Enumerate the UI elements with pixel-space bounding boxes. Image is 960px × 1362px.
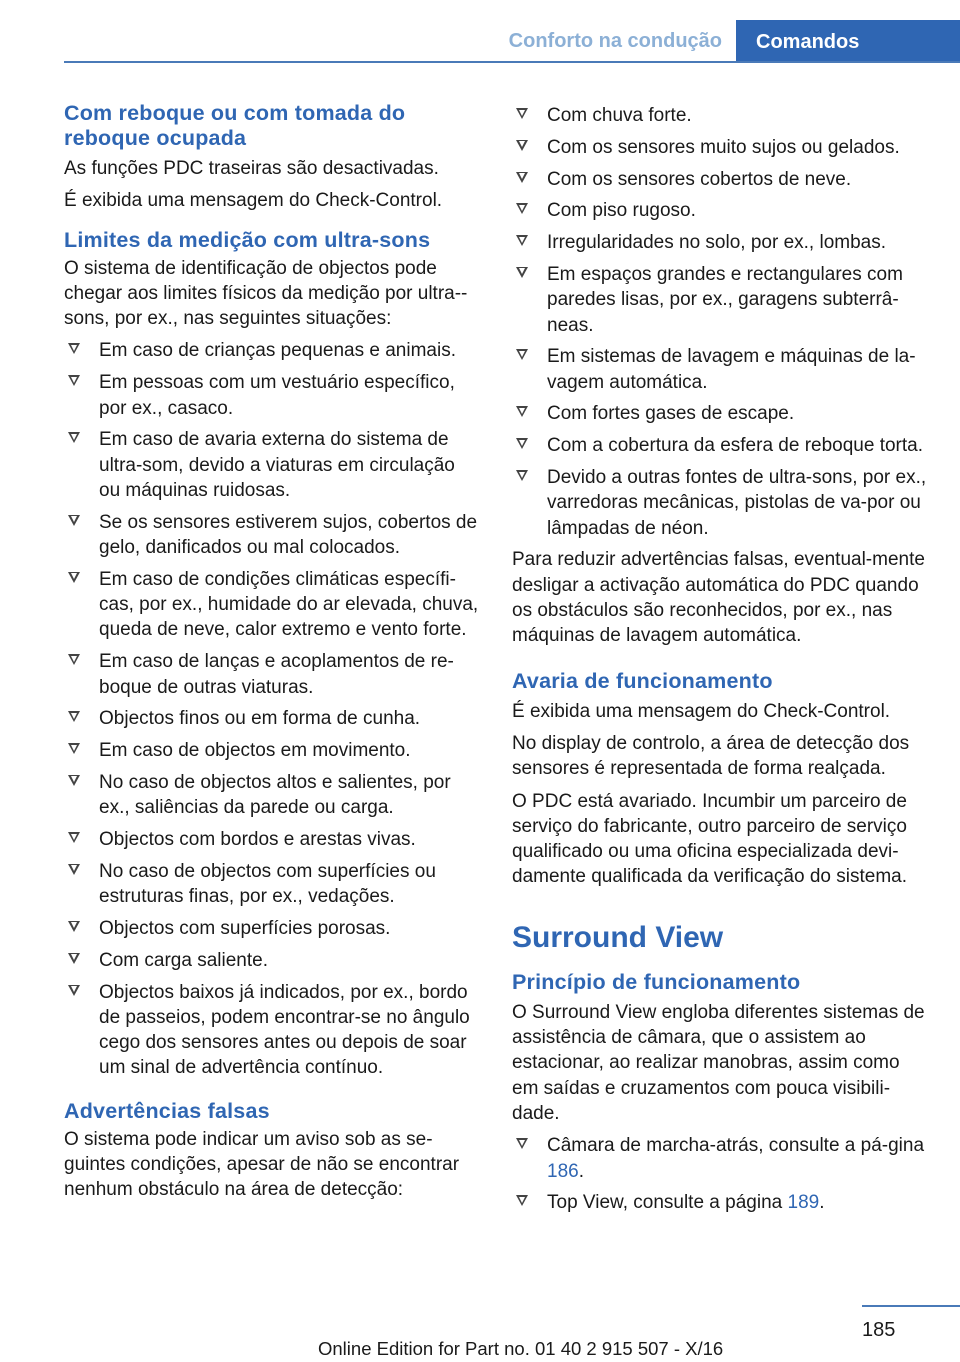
bullet-triangle-icon — [516, 1195, 528, 1206]
list-item: Objectos com superfícies porosas. — [64, 916, 480, 941]
list-item: Com piso rugoso. — [512, 198, 928, 223]
list-item: Com carga saliente. — [64, 948, 480, 973]
bullet-triangle-icon — [516, 267, 528, 278]
left-column — [64, 101, 480, 1210]
bullet-triangle-icon — [68, 515, 80, 526]
bullet-triangle-icon — [68, 985, 80, 996]
bullet-triangle-icon — [68, 921, 80, 932]
heading-reboque: Com reboque ou com tomada do reboque ocupada — [64, 101, 406, 150]
bullet-triangle-icon — [516, 235, 528, 246]
list-item: Com a cobertura da esfera de reboque torta. — [512, 433, 928, 458]
list-item: Objectos com bordos e arestas vivas. — [64, 827, 480, 852]
bullet-triangle-icon — [516, 203, 528, 214]
list-item: Em espaços grandes e rectangulares com paredes lisas, por ex., garagens subterrâ-neas. — [512, 262, 928, 338]
heading-principio: Princípio de funcionamento — [512, 969, 801, 994]
advertencias-list — [512, 103, 928, 541]
heading-advertencias-falsas: Advertências falsas — [64, 1098, 270, 1123]
bullet-triangle-icon — [68, 832, 80, 843]
bullet-triangle-icon — [68, 375, 80, 386]
bullet-triangle-icon — [516, 470, 528, 481]
paragraph: O sistema pode indicar um aviso sob as se-guintes condições, apesar de não se encontrar nenhum obstáculo na área de detecção: — [64, 1128, 460, 1201]
list-item: Em caso de crianças pequenas e animais. — [64, 338, 480, 363]
list-item: Objectos finos ou em forma de cunha. — [64, 706, 480, 731]
footer-rule — [862, 1305, 960, 1307]
heading-limites: Limites da medição com ultra-sons — [64, 227, 431, 252]
header-chapter-tab: Comandos — [736, 20, 960, 62]
page-number: 185 — [862, 1319, 896, 1341]
bullet-triangle-icon — [516, 108, 528, 119]
bullet-triangle-icon — [516, 406, 528, 417]
footer-edition: Online Edition for Part no. 01 40 2 915 507 - X/16 — [318, 1338, 724, 1359]
paragraph: É exibida uma mensagem do Check-Control. — [64, 190, 443, 212]
bullet-triangle-icon — [68, 432, 80, 443]
paragraph: O PDC está avariado. Incumbir um parceiro de serviço do fabricante, outro parceiro de serviço qualificado ou uma oficina especializada devi-damente qualificada da verificação do sistema. — [512, 790, 908, 888]
list-item: Com os sensores cobertos de neve. — [512, 167, 928, 192]
bullet-triangle-icon — [516, 438, 528, 449]
list-item: Objectos baixos já indicados, por ex., bordo de passeios, podem encontrar-se no ângulo cego dos sensores antes ou depois de soar um sinal de advertência contínuo. — [64, 980, 480, 1081]
bullet-triangle-icon — [68, 572, 80, 583]
paragraph: É exibida uma mensagem do Check-Control. — [512, 700, 891, 722]
list-item: No caso de objectos com superfícies ou estruturas finas, por ex., vedações. — [64, 859, 480, 910]
bullet-triangle-icon — [68, 711, 80, 722]
paragraph: O sistema de identificação de objectos pode chegar aos limites físicos da medição por ultra--sons, por ex., nas seguintes situações: — [64, 257, 468, 330]
list-item: Em caso de condições climáticas específi-cas, por ex., humidade do ar elevada, chuva, queda de neve, calor extremo e vento forte. — [64, 567, 480, 643]
list-item: Devido a outras fontes de ultra-sons, por ex., varredoras mecânicas, pistolas de va-por ou lâmpadas de néon. — [512, 465, 928, 541]
list-item: Em caso de avaria externa do sistema de ultra-som, devido a viaturas em circulação ou máquinas ruidosas. — [64, 427, 480, 503]
paragraph: No display de controlo, a área de detecção dos sensores é representada de forma realçada. — [512, 732, 910, 780]
heading-avaria: Avaria de funcionamento — [512, 668, 773, 693]
page-link-186[interactable]: 186 — [547, 1160, 579, 1182]
camera-links-list — [512, 1133, 928, 1215]
list-item: No caso de objectos altos e salientes, por ex., saliências da parede ou carga. — [64, 770, 480, 821]
bullet-triangle-icon — [516, 172, 528, 183]
bullet-triangle-icon — [68, 864, 80, 875]
right-column — [512, 103, 928, 1222]
list-item: Em sistemas de lavagem e máquinas de la-vagem automática. — [512, 344, 928, 395]
bullet-triangle-icon — [68, 953, 80, 964]
list-item: Top View, consulte a página 189. — [512, 1190, 928, 1215]
header-section-title: Conforto na condução — [508, 30, 722, 52]
paragraph: Para reduzir advertências falsas, eventual-mente desligar a activação automática do PDC quando os obstáculos são reconhecidos, por ex., nas máquinas de lavagem automática. — [512, 549, 925, 647]
bullet-triangle-icon — [68, 343, 80, 354]
list-item: Com fortes gases de escape. — [512, 401, 928, 426]
bullet-triangle-icon — [68, 743, 80, 754]
list-item: Irregularidades no solo, por ex., lombas. — [512, 230, 928, 255]
bullet-triangle-icon — [68, 654, 80, 665]
list-item: Com chuva forte. — [512, 103, 928, 128]
bullet-triangle-icon — [516, 140, 528, 151]
list-item: Se os sensores estiverem sujos, cobertos de gelo, danificados ou mal colocados. — [64, 510, 480, 561]
list-item: Com os sensores muito sujos ou gelados. — [512, 135, 928, 160]
list-item: Em caso de objectos em movimento. — [64, 738, 480, 763]
heading-surround-view: Surround View — [512, 920, 724, 954]
limites-list — [64, 338, 480, 1080]
bullet-triangle-icon — [68, 775, 80, 786]
list-item: Em caso de lanças e acoplamentos de re-boque de outras viaturas. — [64, 649, 480, 700]
list-item: Em pessoas com um vestuário específico, por ex., casaco. — [64, 370, 480, 421]
paragraph: O Surround View engloba diferentes sistemas de assistência de câmara, que o assistem ao estacionar, ao realizar manobras, assim como em saídas e cruzamentos com pouca visibili-dade. — [512, 1001, 925, 1124]
bullet-triangle-icon — [516, 349, 528, 360]
header-rule — [64, 61, 960, 63]
paragraph: As funções PDC traseiras são desactivadas. — [64, 158, 439, 179]
page-link-189[interactable]: 189 — [787, 1192, 820, 1214]
list-item: Câmara de marcha-atrás, consulte a pá-gina 186. — [512, 1133, 928, 1184]
bullet-triangle-icon — [516, 1138, 528, 1149]
